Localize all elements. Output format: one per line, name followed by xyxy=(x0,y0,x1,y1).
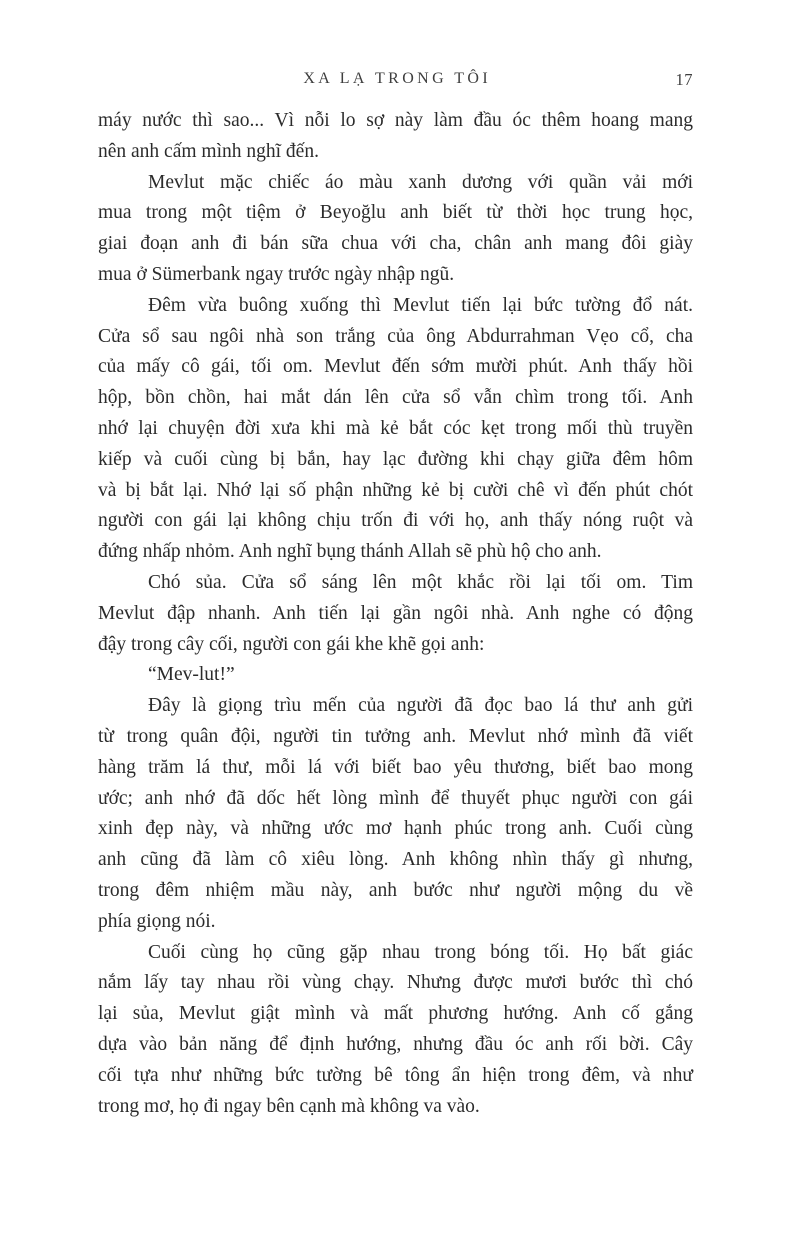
text-line: Mevlut đập nhanh. Anh tiến lại gần ngôi nhà. Anh nghe có động xyxy=(98,602,693,624)
text-line: người con gái lại không chịu trốn đi với họ, anh thấy nóng ruột và xyxy=(98,510,693,532)
text-line: Đêm vừa buông xuống thì Mevlut tiến lại bức tường đổ nát. xyxy=(148,294,693,316)
paragraph xyxy=(98,291,693,568)
text-line: “Mev-lut!” xyxy=(148,664,235,686)
text-line: xinh đẹp này, và những ước mơ hạnh phúc trong anh. Cuối cùng xyxy=(98,818,693,840)
body-text xyxy=(98,106,693,1122)
text-line: anh cũng đã làm cô xiêu lòng. Anh không nhìn thấy gì nhưng, xyxy=(98,849,693,871)
text-line: giai đoạn anh đi bán sữa chua với cha, chân anh mang đôi giày xyxy=(98,233,693,255)
text-line: đậy trong cây cối, người con gái khe khẽ gọi anh: xyxy=(98,633,485,655)
text-line: hàng trăm lá thư, mỗi lá với biết bao yêu thương, biết bao mong xyxy=(98,756,693,778)
page-header xyxy=(98,70,693,94)
text-line: hộp, bồn chồn, hai mắt dán lên cửa sổ vẫn chìm trong tối. Anh xyxy=(98,387,693,409)
text-line: lại sủa, Mevlut giật mình và mất phương hướng. Anh cố gắng xyxy=(98,1003,693,1025)
text-line: nên anh cấm mình nghĩ đến. xyxy=(98,140,319,162)
text-line: phía giọng nói. xyxy=(98,910,216,932)
text-line: từ trong quân đội, người tin tưởng anh. Mevlut nhớ mình đã viết xyxy=(98,725,693,747)
text-line: Cửa sổ sau ngôi nhà son trắng của ông Abdurrahman Vẹo cổ, cha xyxy=(98,325,693,347)
text-line: mua ở Sümerbank ngay trước ngày nhập ngũ. xyxy=(98,263,455,285)
text-line: dựa vào bản năng để định hướng, nhưng đầu óc anh rối bời. Cây xyxy=(98,1033,693,1055)
page-number: 17 xyxy=(675,70,693,89)
text-line: nắm lấy tay nhau rồi vùng chạy. Nhưng được mươi bước thì chó xyxy=(98,972,693,994)
text-line: máy nước thì sao... Vì nỗi lo sợ này làm đầu óc thêm hoang mang xyxy=(98,110,693,131)
text-line: nhớ lại chuyện đời xưa khi mà kẻ bắt cóc kẹt trong mối thù truyền xyxy=(98,417,693,439)
paragraph xyxy=(98,660,693,691)
text-line: trong đêm nhiệm mầu này, anh bước như người mộng du về xyxy=(98,879,693,901)
text-line: đứng nhấp nhỏm. Anh nghĩ bụng thánh Allah sẽ phù hộ cho anh. xyxy=(98,541,602,563)
text-line: và bị bắt lại. Nhớ lại số phận những kẻ bị cười chê vì đến phút chót xyxy=(98,479,693,501)
text-line: Mevlut mặc chiếc áo màu xanh dương với quần vải mới xyxy=(148,171,693,193)
text-line: ước; anh nhớ đã dốc hết lòng mình để thuyết phục người con gái xyxy=(98,787,693,809)
paragraph xyxy=(98,568,693,660)
paragraph xyxy=(98,106,693,168)
text-line: Đây là giọng trìu mến của người đã đọc bao lá thư anh gửi xyxy=(148,695,693,717)
text-line: trong mơ, họ đi ngay bên cạnh mà không va vào. xyxy=(98,1095,480,1117)
running-title: XA LẠ TRONG TÔI xyxy=(303,70,492,87)
text-line: của mấy cô gái, tối om. Mevlut đến sớm mười phút. Anh thấy hồi xyxy=(98,356,693,378)
text-line: cối tựa như những bức tường bê tông ẩn hiện trong đêm, và như xyxy=(98,1064,693,1086)
paragraph xyxy=(98,938,693,1123)
paragraph xyxy=(98,168,693,291)
text-line: kiếp và cuối cùng bị bắn, hay lạc đường khi chạy giữa đêm hôm xyxy=(98,448,693,470)
text-line: Chó sủa. Cửa sổ sáng lên một khắc rồi lại tối om. Tim xyxy=(148,571,693,593)
text-line: mua trong một tiệm ở Beyoğlu anh biết từ thời học trung học, xyxy=(98,202,693,224)
paragraph xyxy=(98,691,693,937)
text-line: Cuối cùng họ cũng gặp nhau trong bóng tối. Họ bất giác xyxy=(148,941,693,963)
